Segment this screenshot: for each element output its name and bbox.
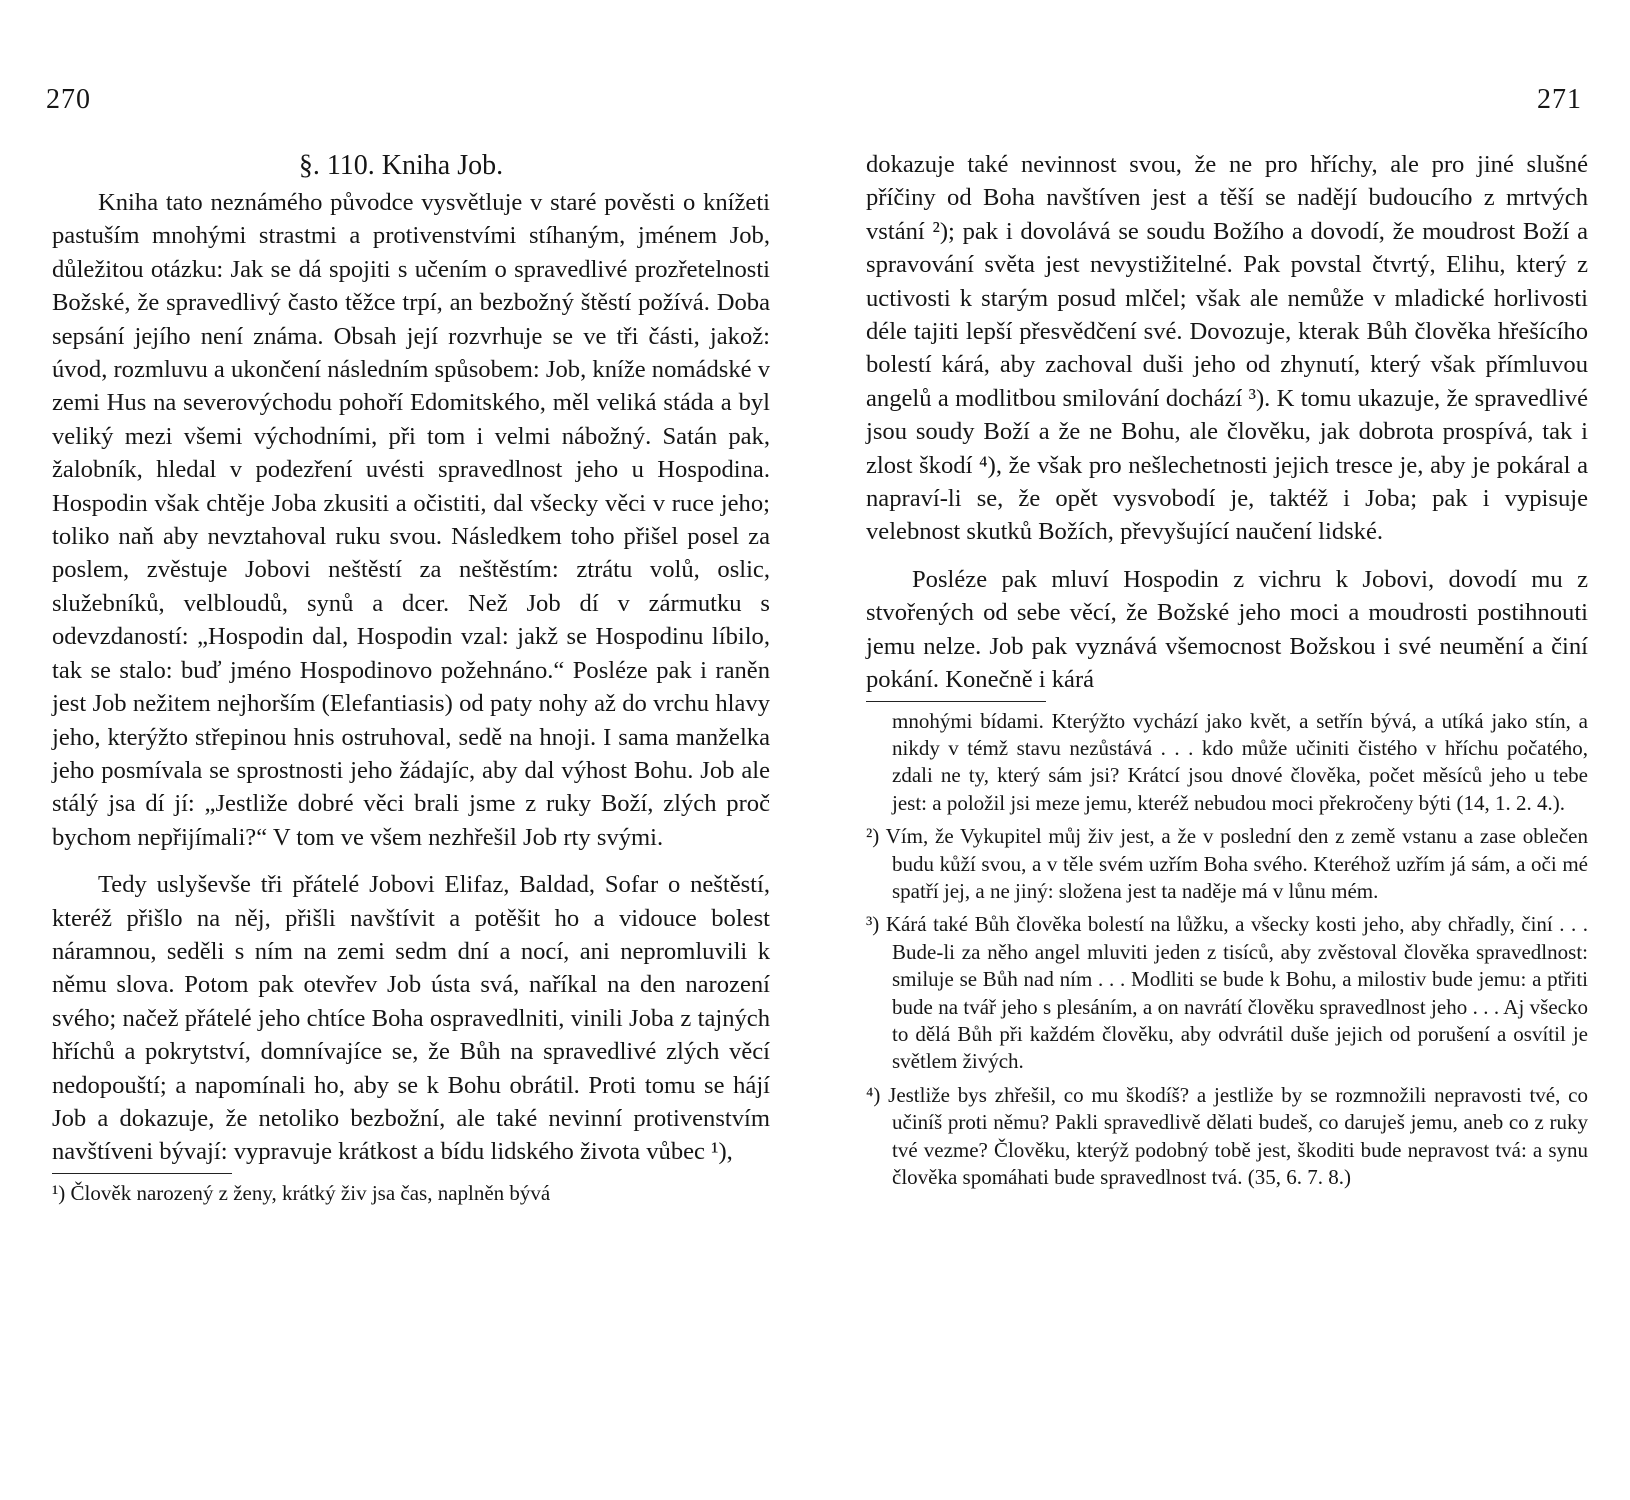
footnotes-left: [52, 1180, 770, 1207]
left-column: [52, 148, 770, 1213]
paragraph: dokazuje také nevinnost svou, že ne pro hříchy, ale pro jiné slušné příčiny od Boha navštíven jest a těší se nadějí budoucího z mrtvých vstání ²); pak i dovolává se soudu Božího a dovodí, že moudrost Boží a spravování světa jest nevystižitelné. Pak povstal čtvrtý, Elihu, který z uctivosti k starým posud mlčel; však ale nemůže v mladické horlivosti déle tajiti lepší přesvědčení své. Dovozuje, kterak Bůh člověka hřešícího bolestí kárá, aby zachoval duši jeho od zhynutí, který však přímluvou angelů a modlitbou smilování dochází ³). K tomu ukazuje, že spravedlivé jsou soudy Boží a že ne Bohu, ale člověku, jak dobrota prospívá, tak i zlost škodí ⁴), že však pro nešlechetnosti jejich tresce je, aby je pokáral a napraví-li se, že opět vysvobodí je, taktéž i Joba; pak i vypisuje velebnost skutků Božích, převyšující naučení lidské.: [866, 151, 1588, 546]
footnote-mark: ¹): [52, 1180, 66, 1205]
footnote: [866, 911, 1588, 1075]
paragraph: Kniha tato neznámého původce vysvětluje v staré pověsti o knížeti pastuším mnohými strastmi a protivenstvími stíhaným, jménem Job, důležitou otázku: Jak se dá spojiti s učením o spravedlivé prozřetelnosti Božské, že spravedlivý často těžce trpí, an bezbožný štěstí požívá. Doba sepsání jejího není známa. Obsah její rozvrhuje se ve tři části, jakož: úvod, rozmluvu a ukončení následním spůsobem: Job, kníže nomádské v zemi Hus na severovýchodu pohoří Edomitského, měl veliká stáda a byl veliký mezi všemi východními, při tom i velmi nábožný. Satán pak, žalobník, hledal v podezření uvésti spravedlnost jeho u Hospodina. Hospodin však chtěje Joba zkusiti a očistiti, dal všecky věci v ruce jeho; toliko naň aby nevztahoval ruku svou. Následkem toho přišel posel za poslem, zvěstuje Jobovi neštěstí za neštěstím: ztrátu volů, oslic, služebníků, velbloudů, synů a dcer. Než Job dí v zármutku s odevzdaností: „Hospodin dal, Hospodin vzal: jakž se Hospodinu líbilo, tak se stalo: buď jméno Hospodinovo požehnáno.“ Posléze pak i raněn jest Job nežitem nejhorším (Elefantiasis) od paty nohy až do vrchu hlavy jeho, kterýžto střepinou hnis ostruhoval, sedě na hnoji. I sama manželka jeho posmívala se sprostnosti jeho žádajíc, aby dal výhost Bohu. Job ale stálý jsa dí jí: „Jestliže dobré věci brali jsme z ruky Boží, zlých proč bychom nepřijímali?“ V tom ve všem nezhřešil Job rty svými.: [52, 189, 770, 851]
right-column: [866, 148, 1588, 1197]
left-page: [0, 0, 800, 1500]
page-number-left: 270: [46, 84, 91, 115]
footnote-rule: [52, 1173, 232, 1174]
footnote: [52, 1180, 770, 1207]
paragraph: Posléze pak mluví Hospodin z vichru k Jobovi, dovodí mu z stvořených od sebe věcí, že Božské jeho moci a moudrosti postihnouti jemu nelze. Job pak vyznává všemocnost Božskou i své neumění a činí pokání. Konečně i kárá: [866, 565, 1588, 694]
footnote: [866, 1082, 1588, 1192]
footnote-text: Kárá také Bůh člověka bolestí na lůžku, a všecky kosti jeho, aby chřadly, činí . . . Bude-li za něho angel mluviti jeden z tisíců, aby zvěstoval člověka spravedlnost: smiluje se Bůh nad ním . . . Modliti se bude k Bohu, a milostiv bude jemu: a ptřiti bude na tvář jeho s plesáním, a on navrátí člověku spravedlnost jeho . . . Aj všecko to dělá Bůh při každém člověku, aby odvrátil duše jejich od porušení a osvítil je světlem živých.: [885, 912, 1589, 1074]
footnote: [866, 708, 1588, 818]
footnote-text: mnohými bídami. Kterýžto vychází jako květ, a setřín bývá, a utíká jako stín, a nikdy v témž stavu nezůstává . . . kdo může učiniti čistého v hříchu počatého, zdali ne ty, který sám jsi? Krátcí jsou dnové člověka, počet měsíců jeho u tebe jest: a položil jsi meze jemu, kteréž nebudou moci překročeny býti (14, 1. 2. 4.).: [892, 708, 1588, 815]
right-page: [860, 0, 1630, 1500]
paragraph: Tedy uslyševše tři přátelé Jobovi Elifaz, Baldad, Sofar o neštěstí, kteréž přišlo na něj, přišli navštívit a potěšit ho a vidouce bolest náramnou, seděli s ním na zemi sedm dní a nocí, ani nepromluvili k němu slova. Potom pak otevřev Job ústa svá, naříkal na den narození svého; načež přátelé jeho chtíce Boha ospravedlniti, vinili Joba z tajných hříchů a pokrytství, domnívajíce se, že Bůh na spravedlivé zlých věcí nedopouští; a napomínali ho, aby se k Bohu obrátil. Proti tomu se hájí Job a dokazuje, že netoliko bezbožní, ale také nevinní protivenstvím navštíveni bývají: vypravuje krátkost a bídu lidského života vůbec ¹),: [52, 871, 770, 1166]
footnotes-right: [866, 708, 1588, 1192]
footnote: [866, 823, 1588, 905]
section-heading: §. 110. Kniha Job.: [298, 150, 504, 181]
page-number-right: 271: [1537, 84, 1582, 115]
footnote-text: Vím, že Vykupitel můj živ jest, a že v poslední den z země vstanu a zase oblečen budu kůží svou, a v těle svém uzřím Boha svého. Kteréhož uzřím já sám, a oči mé spatří jej, a ne jiný: složena jest ta naděje má v lůnu mém.: [885, 824, 1589, 903]
footnote-text: Jestliže bys zhřešil, co mu škodíš? a jestliže by se rozmnožili nepravosti tvé, co učiníš proti němu? Pakli spravedlivě dělati budeš, co daruješ jemu, aneb co z ruky tvé vezme? Člověku, kterýž podobný tobě jest, škoditi bude nepravost tvá: a synu člověka spomáhati bude spravedlnost tvá. (35, 6. 7. 8.): [888, 1082, 1588, 1189]
footnote-mark: ³): [866, 912, 880, 937]
footnote-mark: ⁴): [866, 1082, 881, 1107]
footnote-text: Člověk narozený z ženy, krátký živ jsa čas, naplněn bývá: [70, 1180, 551, 1205]
footnote-rule: [866, 701, 1046, 702]
footnote-mark: ²): [866, 824, 880, 849]
